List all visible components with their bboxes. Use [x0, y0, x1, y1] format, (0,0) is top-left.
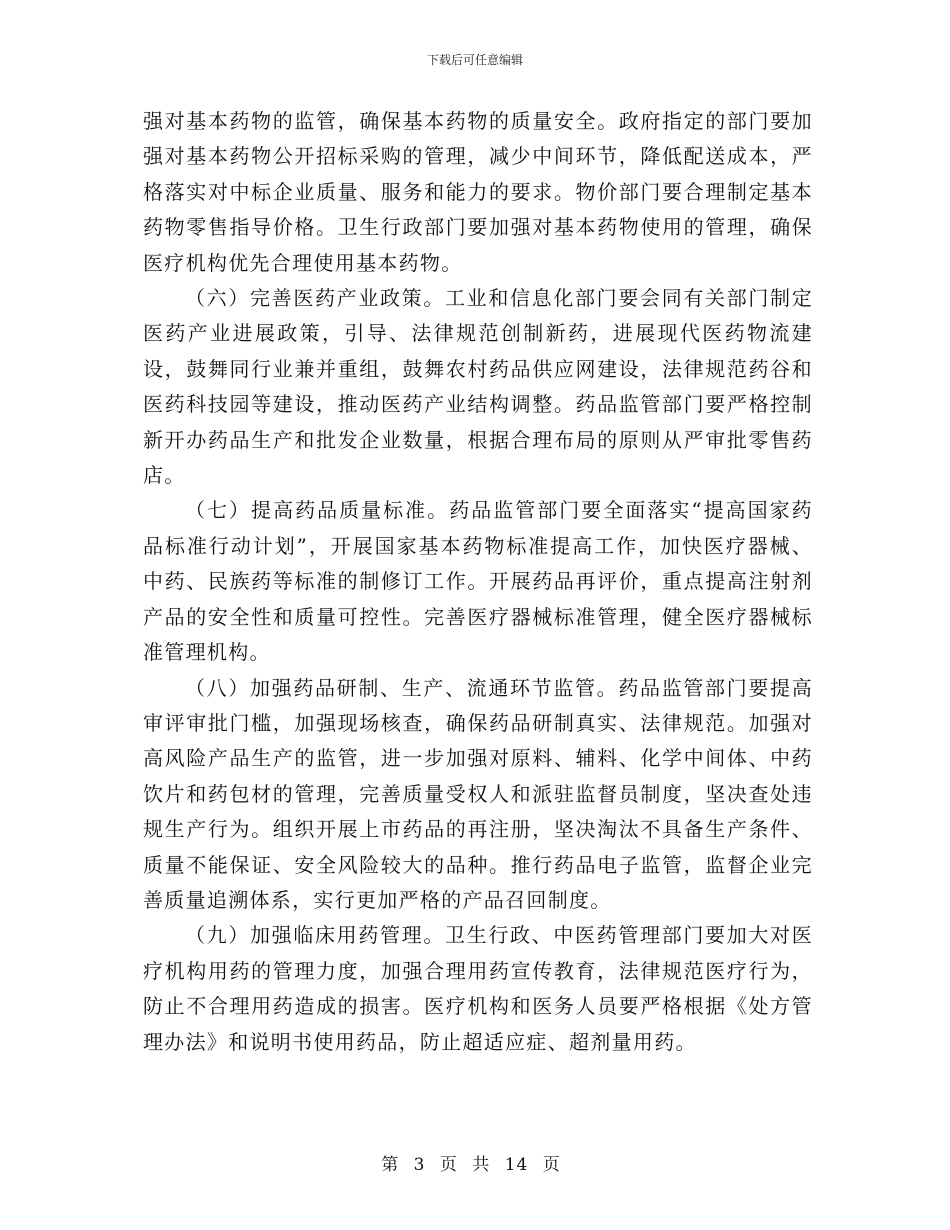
footer-current-page: 3: [413, 1155, 426, 1175]
footer-prefix: 第: [381, 1155, 400, 1175]
paragraph-continuation: 强对基本药物的监管，确保基本药物的质量安全。政府指定的部门要加强对基本药物公开招标采购的管理，减少中间环节，降低配送成本，严格落实对中标企业质量、服务和能力的要求。物价部门要合理制定基本药物零售指导价格。卫生行政部门要加强对基本药物使用的管理，确保医疗机构优先合理使用基本药物。: [143, 109, 813, 275]
page-header-note: 下载后可任意编辑: [426, 53, 523, 67]
paragraph-section-9: （九）加强临床用药管理。卫生行政、中医药管理部门要加大对医疗机构用药的管理力度，加强合理用药宣传教育，法律规范医疗行为，防止不合理用药造成的损害。医疗机构和医务人员要严格根据《处方管理办法》和说明书使用药品，防止超适应症、超剂量用药。: [143, 923, 813, 1054]
document-body: [143, 104, 813, 1060]
paragraph-section-7: （七）提高药品质量标准。药品监管部门要全面落实“提高国家药品标准行动计划”，开展国家基本药物标准提高工作，加快医疗器械、中药、民族药等标准的制修订工作。开展药品再评价，重点提高注射剂产品的安全性和质量可控性。完善医疗器械标准管理，健全医疗器械标准管理机构。: [143, 498, 813, 665]
footer-total-pages: 14: [504, 1155, 529, 1175]
footer-page-word: 页: [439, 1155, 458, 1175]
paragraph-section-8: （八）加强药品研制、生产、流通环节监管。药品监管部门要提高审评审批门槛，加强现场核查，确保药品研制真实、法律规范。加强对高风险产品生产的监管，进一步加强对原料、辅料、化学中间体、中药饮片和药包材的管理，完善质量受权人和派驻监督员制度，坚决查处违规生产行为。组织开展上市药品的再注册，坚决淘汰不具备生产条件、质量不能保证、安全风险较大的品种。推行药品电子监管，监督企业完善质量追溯体系，实行更加严格的产品召回制度。: [143, 675, 813, 912]
footer-total-word: 共: [472, 1155, 491, 1175]
footer-suffix: 页: [542, 1155, 561, 1175]
paragraph-section-6: （六）完善医药产业政策。工业和信息化部门要会同有关部门制定医药产业进展政策，引导、法律规范创制新药，进展现代医药物流建设，鼓舞同行业兼并重组，鼓舞农村药品供应网建设，法律规范药谷和医药科技园等建设，推动医药产业结构调整。药品监管部门要严格控制新开办药品生产和批发企业数量，根据合理布局的原则从严审批零售药店。: [143, 286, 813, 488]
page-footer: [0, 1154, 950, 1176]
